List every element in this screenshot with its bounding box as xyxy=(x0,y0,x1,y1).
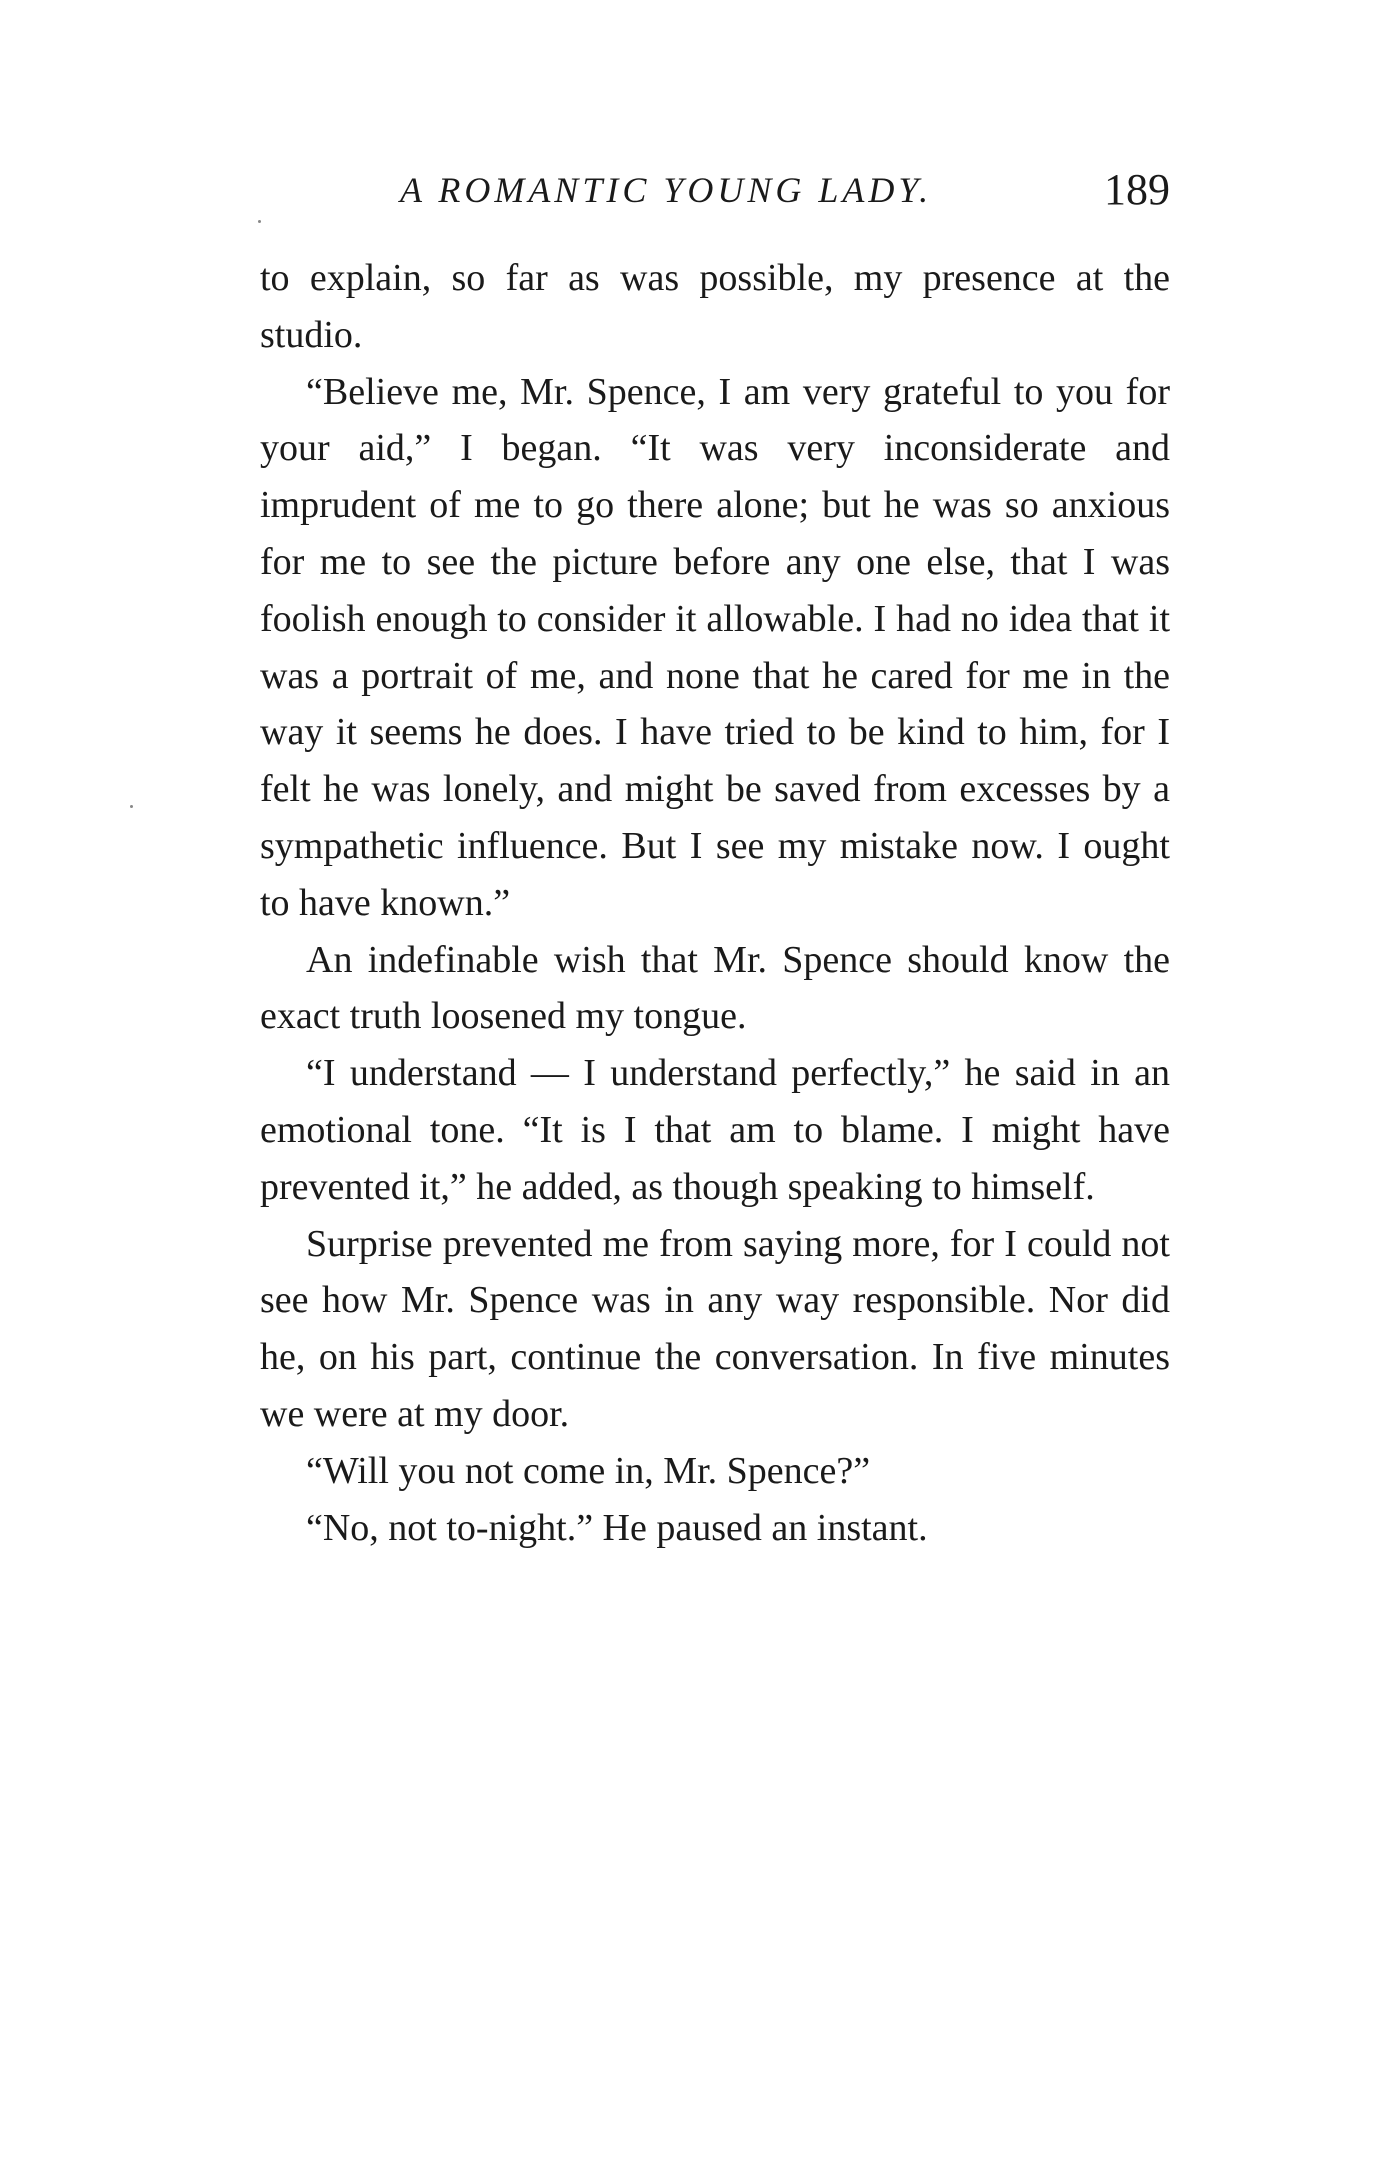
running-title: A ROMANTIC YOUNG LADY. xyxy=(400,170,933,210)
paragraph: “Believe me, Mr. Spence, I am very grateful to you for your aid,” I began. “It was very inconsiderate and imprudent of me to go there alone; but he was so anxious for me to see the picture before any one else, that I was foolish enough to consider it allowable. I had no idea that it was a portrait of me, and none that he cared for me in the way it seems he does. I have tried to be kind to him, for I felt he was lonely, and might be saved from excesses by a sympathetic influence. But I see my mistake now. I ought to have known.” xyxy=(260,370,1170,924)
running-head xyxy=(260,160,1170,220)
scan-speck xyxy=(258,220,261,223)
body-text xyxy=(260,250,1170,1556)
paragraph: An indefinable wish that Mr. Spence should know the exact truth loosened my tongue. xyxy=(260,938,1170,1038)
paragraph: “I understand — I understand perfectly,” he said in an emotional tone. “It is I that am to blame. I might have prevented it,” he added, as though speaking to himself. xyxy=(260,1052,1170,1208)
paragraph: “No, not to-night.” He paused an instant. xyxy=(306,1506,928,1549)
scan-speck xyxy=(130,805,133,808)
paragraph: “Will you not come in, Mr. Spence?” xyxy=(306,1449,871,1492)
page-number: 189 xyxy=(1104,165,1170,214)
paragraph: to explain, so far as was possible, my presence at the studio. xyxy=(260,257,1170,356)
paragraph: Surprise prevented me from saying more, for I could not see how Mr. Spence was in any way responsible. Nor did he, on his part, continue the conversation. In five minutes we were at my door. xyxy=(260,1222,1170,1435)
